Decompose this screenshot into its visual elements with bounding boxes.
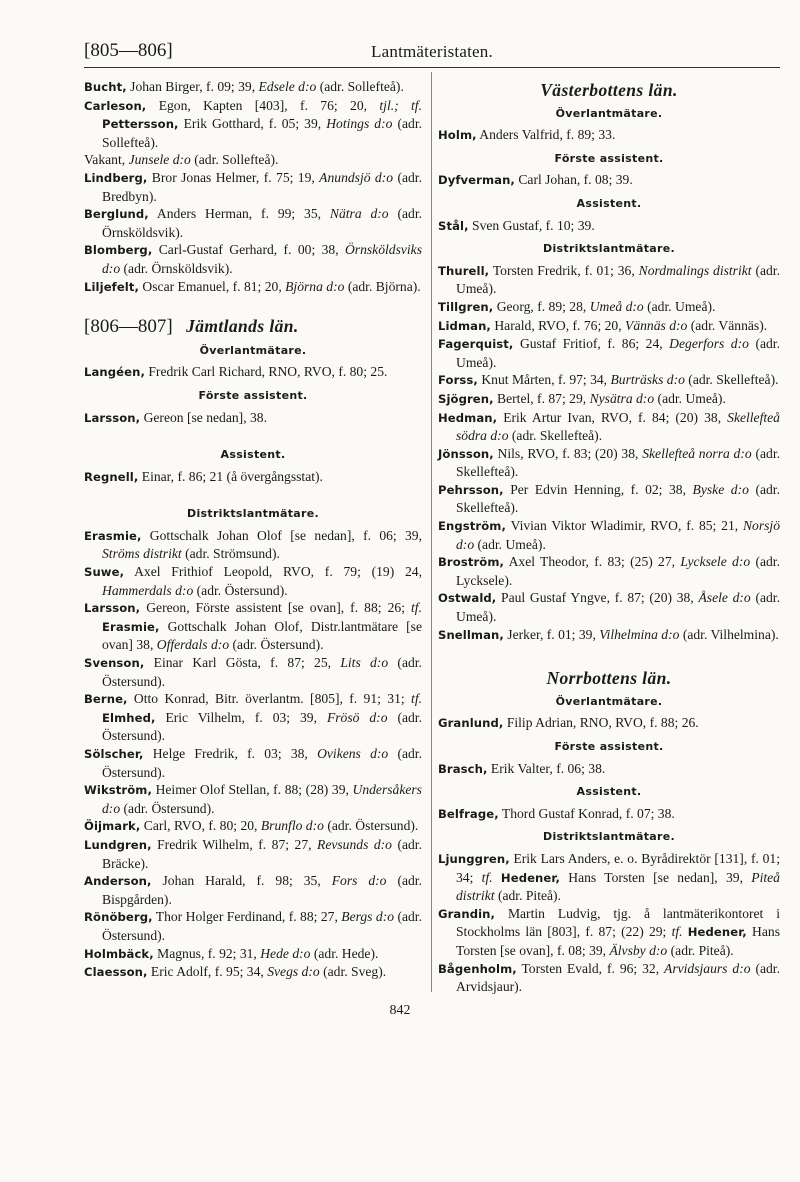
entry-name: Blomberg, (84, 243, 153, 258)
entry-address: (adr. Östersund). (102, 709, 422, 744)
norrbotten-overlantmatare-list (438, 714, 780, 733)
entry-text: Otto Konrad, Bitr. överlantm. [805], f. 91; 31; (133, 691, 405, 707)
directory-entry (84, 78, 422, 97)
entry-name: Pettersson, (102, 117, 179, 132)
entry-name: Engström, (438, 519, 506, 534)
directory-entry (84, 468, 422, 487)
norrbotten-assistent-label: Assistent. (576, 785, 642, 799)
entry-district: Fors d:o (331, 873, 387, 889)
vasterbotten-assistent-label: Assistent. (576, 196, 642, 210)
directory-entry (438, 317, 780, 336)
entry-name: Berglund, (84, 207, 149, 222)
directory-entry (84, 409, 422, 428)
entry-address: (adr. Bräcke). (102, 836, 422, 871)
norrbotten-forste-list (438, 760, 780, 779)
entry-district: Burträsks d:o (610, 372, 685, 388)
page-number: 842 (389, 1003, 411, 1018)
jamtland-distrikt-list (84, 527, 422, 982)
directory-entry (438, 371, 780, 390)
jamtland-assistent-label: Assistent. (220, 448, 286, 462)
entry-text: Bertel, f. 87; 29, (497, 390, 587, 406)
entry-name: Erasmie, (84, 528, 142, 543)
entry-name: Tillgren, (438, 299, 494, 314)
entry-text: Gottschalk Johan Olof, Distr.lantmätare [se ovan] 38, (102, 618, 422, 653)
entry-district: Örnsköldsviks d:o (102, 242, 422, 276)
entry-name: Carleson, (84, 98, 147, 113)
directory-entry (438, 517, 780, 553)
entry-name: Forss, (438, 373, 478, 388)
jamtland-title: Jämtlands län. (186, 316, 299, 337)
entry-name: Bucht, (84, 80, 127, 94)
directory-entry (84, 781, 422, 817)
directory-entry (438, 626, 780, 645)
directory-entry (438, 390, 780, 409)
entry-text: Anders Valfrid, f. 89; 33. (479, 127, 616, 143)
entry-address: (adr. Östersund). (327, 818, 419, 834)
entry-address: (adr. Björna). (347, 278, 421, 294)
entry-text: Sven Gustaf, f. 10; 39. (472, 217, 595, 233)
entry-text: Paul Gustaf Yngve, f. 87; (20) 38, (501, 590, 694, 606)
directory-entry (84, 945, 422, 964)
norrbotten-assistent-list (438, 805, 780, 824)
entry-name: Belfrage, (438, 806, 499, 821)
entry-name: Rönöberg, (84, 910, 153, 925)
entry-text: Bror Jonas Helmer, f. 75; 19, (151, 169, 315, 185)
entry-district: Skellefteå norra d:o (642, 445, 752, 461)
entry-district: Umeå d:o (589, 298, 644, 314)
entry-text: Carl-Gustaf Gerhard, f. 00; 38, (158, 242, 339, 258)
entry-text: Georg, f. 89; 28, (496, 298, 587, 314)
entry-text: Einar Karl Gösta, f. 87; 25, (153, 655, 332, 671)
header-rule (84, 67, 780, 68)
entry-text: Axel Frithiof Leopold, RVO, f. 79; (19) 24, (134, 564, 422, 580)
directory-entry (84, 205, 422, 241)
vasterbotten-distrikt-list (438, 262, 780, 644)
entry-text: Helge Fredrik, f. 03; 38, (152, 746, 308, 761)
entry-text: Thord Gustaf Konrad, f. 07; 38. (501, 805, 675, 821)
entry-district: Byske d:o (692, 481, 749, 497)
entry-address: (adr. Östersund). (123, 800, 215, 816)
entry-address: (adr. Skellefteå). (688, 372, 779, 388)
directory-entry (438, 553, 780, 589)
entry-name: Claesson, (84, 965, 148, 980)
entry-district: Älvsby d:o (609, 942, 668, 958)
entry-district: Anundsjö d:o (319, 169, 394, 185)
entry-text: Eric Adolf, f. 95; 34, (150, 964, 264, 980)
entry-district: tf. (411, 691, 422, 707)
entry-text: Einar, f. 86; 21 (å övergångsstat). (141, 468, 323, 484)
entry-address: (adr. Vännäs). (690, 317, 768, 333)
directory-entry (438, 262, 780, 298)
entry-name: Holm, (438, 128, 477, 143)
jamtland-overlantmatare-list (84, 363, 422, 382)
jamtland-forste-list (84, 409, 422, 428)
entry-address: (adr. Umeå). (456, 262, 780, 297)
entry-text: Fredrik Carl Richard, RNO, RVO, f. 80; 25. (148, 364, 388, 380)
entry-address: (adr. Skellefteå). (511, 428, 603, 444)
entry-text: Carl Johan, f. 08; 39. (518, 172, 633, 188)
entry-name: Hedman, (438, 410, 498, 425)
right-column (438, 78, 780, 996)
entry-name: Suwe, (84, 565, 125, 580)
entry-district: Degerfors d:o (669, 336, 749, 352)
left-column (84, 78, 422, 982)
entry-address: (adr. Sveg). (323, 964, 387, 980)
directory-entry (438, 217, 780, 236)
entry-name: Larsson, (84, 410, 141, 425)
entry-district: Lycksele d:o (680, 554, 751, 570)
page-header (84, 40, 780, 66)
directory-entry (438, 850, 780, 905)
entry-name: Granlund, (438, 716, 504, 731)
entry-name: Lundgren, (84, 837, 152, 852)
directory-entry (438, 335, 780, 371)
entry-text: Martin Ludvig, tjg. å lantmäterikontoret i Stockholms län [803], f. 87; (22) 29; (456, 905, 780, 940)
directory-entry (84, 241, 422, 277)
entry-name: Lidman, (438, 318, 491, 333)
entry-district: tf. (671, 924, 683, 940)
jamtland-forste-label: Förste assistent. (198, 388, 308, 402)
entry-text: Vakant, (84, 152, 126, 168)
entry-name: Svenson, (84, 656, 145, 671)
entry-name: Larsson, (84, 601, 141, 616)
vasterbotten-assistent-list (438, 217, 780, 236)
entry-text: Gustaf Fritiof, f. 86; 24, (519, 336, 663, 352)
entry-text: Erik Artur Ivan, RVO, f. 84; (20) 38, (503, 409, 722, 425)
vasterbotten-title: Västerbottens län. (540, 80, 678, 100)
directory-entry (84, 363, 422, 382)
entry-text: Carl, RVO, f. 80; 20, (143, 818, 258, 834)
entry-district: Junsele d:o (128, 152, 191, 168)
directory-entry (84, 151, 422, 169)
entry-address: (adr. Strömsund). (185, 546, 280, 562)
entry-address: (adr. Arvidsjaur). (456, 960, 780, 995)
entry-name: Pehrsson, (438, 482, 504, 497)
entry-text: Per Edvin Henning, f. 02; 38, (510, 481, 686, 497)
entry-name: Elmhed, (102, 710, 156, 725)
entry-name: Snellman, (438, 627, 504, 642)
vasterbotten-forste-list (438, 171, 780, 190)
entry-district: Brunflo d:o (260, 818, 324, 834)
column-divider (431, 72, 432, 992)
entry-name: Dyfverman, (438, 173, 515, 188)
entry-text: Erik Valter, f. 06; 38. (490, 760, 606, 776)
directory-entry (84, 817, 422, 836)
entry-district: Hotings d:o (326, 116, 393, 132)
entry-name: Liljefelt, (84, 279, 140, 294)
entry-district: Ovikens d:o (317, 746, 389, 761)
entry-district: Norsjö d:o (456, 518, 781, 552)
entry-district: Revsunds d:o (317, 836, 392, 852)
jamtland-distrikt-label: Distriktslantmätare. (187, 507, 319, 521)
entry-name: Brasch, (438, 761, 488, 776)
entry-address: (adr. Lycksele). (456, 554, 780, 588)
entry-address: (adr. Skellefteå). (456, 445, 781, 480)
entry-district: Offerdals d:o (156, 637, 230, 653)
entry-text: Gereon, Förste assistent [se ovan], f. 88; 26; (146, 600, 405, 616)
entry-text: Erik Lars Anders, e. o. Byrådirektör [131], f. 01; 34; (456, 850, 780, 885)
entry-name: Regnell, (84, 469, 139, 484)
entry-text: Erik Gotthard, f. 05; 39, (183, 116, 322, 132)
entry-text: Torsten Evald, f. 96; 32, (521, 960, 660, 976)
directory-entry (84, 278, 422, 297)
entry-name: Sölscher, (84, 747, 144, 761)
directory-entry (438, 714, 780, 733)
directory-entry (84, 836, 422, 872)
directory-entry (438, 905, 780, 960)
directory-entry (438, 589, 780, 625)
entry-text: Johan Harald, f. 98; 35, (162, 873, 321, 889)
entry-name: Ostwald, (438, 591, 497, 606)
entry-name: Lindberg, (84, 170, 148, 185)
entry-name: Grandin, (438, 906, 496, 921)
entry-text: Gereon [se nedan], 38. (143, 409, 267, 425)
directory-entry (438, 171, 780, 190)
directory-entry (84, 527, 422, 563)
entry-name: Berne, (84, 692, 128, 707)
entry-district: Piteå distrikt (456, 869, 780, 904)
entry-name: Anderson, (84, 874, 152, 889)
entry-text: Axel Theodor, f. 83; (25) 27, (508, 554, 676, 570)
norrbotten-title: Norrbottens län. (546, 668, 672, 689)
entry-district: Edsele d:o (258, 79, 317, 94)
norrbotten-distrikt-label: Distriktslantmätare. (543, 830, 675, 844)
entry-text: Oscar Emanuel, f. 81; 20, (142, 278, 282, 294)
entry-address: (adr. Örnsköldsvik). (102, 206, 423, 240)
jamtland-range: [806—807] (84, 316, 173, 338)
entry-name: Erasmie, (102, 619, 160, 634)
directory-entry (84, 690, 422, 745)
entry-text: Hans Torsten [se ovan], f. 08; 39, (456, 924, 780, 958)
entry-address: (adr. Vilhelmina). (682, 626, 779, 642)
entry-district: Hede d:o (260, 945, 311, 961)
entry-text: Egon, Kapten [403], f. 76; 20, (158, 97, 368, 113)
entry-address: (adr. Sollefteå). (319, 79, 404, 94)
entry-address: (adr. Bispgården). (102, 873, 422, 907)
entry-name: Wikström, (84, 783, 152, 798)
entry-district: Undersåkers d:o (102, 782, 422, 816)
entry-text: Nils, RVO, f. 83; (20) 38, (497, 445, 639, 461)
entry-name: Thurell, (438, 263, 490, 278)
entry-district: Lits d:o (340, 655, 389, 671)
directory-entry (84, 97, 422, 152)
entry-district: Nordmalings distrikt (638, 262, 752, 278)
entry-address: (adr. Östersund). (102, 746, 422, 780)
entry-address: (adr. Skellefteå). (456, 481, 780, 516)
entry-district: Svegs d:o (267, 964, 320, 980)
entry-name: Stål, (438, 218, 469, 233)
directory-entry (84, 654, 422, 690)
entry-name: Holmbäck, (84, 946, 154, 961)
entry-district: Nysätra d:o (589, 390, 655, 406)
directory-entry (438, 960, 780, 996)
entry-text: Filip Adrian, RNO, RVO, f. 88; 26. (506, 715, 699, 731)
entry-address: (adr. Östersund). (102, 909, 422, 943)
directory-entry (438, 298, 780, 317)
norrbotten-overlantmatare-label: Överlantmätare. (555, 694, 663, 708)
entry-address: (adr. Umeå). (456, 336, 780, 370)
directory-entry (438, 445, 780, 481)
entry-district: Hammerdals d:o (102, 582, 194, 598)
entry-address: (adr. Umeå). (657, 390, 726, 406)
entry-district: Vilhelmina d:o (599, 626, 680, 642)
entry-district: Åsele d:o (698, 590, 751, 606)
entry-district: Nätra d:o (329, 206, 389, 222)
entry-district: tf. (481, 869, 493, 885)
vasterbotten-distrikt-label: Distriktslantmätare. (543, 242, 675, 256)
norrbotten-forste-label: Förste assistent. (554, 740, 664, 753)
entry-text: Vivian Viktor Wladimir, RVO, f. 85; 21, (510, 518, 739, 534)
entry-name: Langéen, (84, 365, 145, 380)
entry-name: Hedener, (500, 870, 560, 885)
entry-district: Björna d:o (285, 278, 345, 294)
directory-entry (438, 481, 780, 517)
directory-entry (84, 599, 422, 654)
entry-address: (adr. Umeå). (456, 590, 780, 625)
entry-text: Johan Birger, f. 09; 39, (130, 79, 256, 94)
entry-name: Hedener, (687, 925, 747, 940)
entry-text: Gottschalk Johan Olof [se nedan], f. 06; 39, (149, 527, 422, 543)
entry-text: Eric Vilhelm, f. 03; 39, (165, 709, 318, 725)
page-range: [805—806] (84, 40, 173, 61)
entry-name: Sjögren, (438, 391, 494, 406)
jamtland-overlantmatare-label: Överlantmätare. (199, 343, 307, 357)
entry-district: Frösö d:o (326, 709, 388, 725)
entry-text: Harald, RVO, f. 76; 20, (494, 317, 622, 333)
entry-address: (adr. Piteå). (497, 888, 561, 904)
entry-text: Heimer Olof Stellan, f. 88; (28) 39, (155, 782, 349, 798)
entry-address: (adr. Örnsköldsvik). (123, 260, 233, 276)
jamtland-heading (84, 318, 422, 337)
entry-text: Anders Herman, f. 99; 35, (156, 206, 322, 222)
entry-name: Ljunggren, (438, 851, 510, 866)
norrbotten-distrikt-list (438, 850, 780, 996)
entry-name: Jönsson, (438, 446, 494, 461)
jamtland-assistent-list (84, 468, 422, 487)
entry-address: (adr. Sollefteå). (194, 152, 279, 168)
running-title: Lantmäteristaten. (371, 42, 493, 61)
vasterbotten-overlantmatare-label: Överlantmätare. (555, 106, 663, 120)
entry-address: (adr. Östersund). (102, 655, 422, 689)
entry-name: Bågenholm, (438, 961, 517, 976)
entry-district: tjl.; tf. (379, 97, 422, 113)
entry-text: Magnus, f. 92; 31, (157, 945, 257, 961)
entry-address: (adr. Umeå). (477, 536, 546, 552)
entry-district: tf. (411, 600, 422, 616)
entry-district: Ströms distrikt (102, 546, 182, 562)
directory-entry (438, 805, 780, 824)
directory-entry (84, 963, 422, 982)
directory-entry (84, 745, 422, 781)
entry-name: Broström, (438, 555, 505, 570)
entry-district: Vännäs d:o (625, 317, 688, 333)
entry-district: Bergs d:o (341, 909, 395, 925)
entry-name: Fagerquist, (438, 337, 514, 352)
entry-address: (adr. Sollefteå). (102, 116, 423, 150)
directory-entry (84, 563, 422, 599)
entry-text: Torsten Fredrik, f. 01; 36, (492, 262, 635, 278)
entry-text: Thor Holger Ferdinand, f. 88; 27, (155, 909, 338, 925)
section-805-list (84, 78, 422, 296)
entry-address: (adr. Piteå). (670, 942, 734, 958)
entry-address: (adr. Hede). (313, 945, 379, 961)
entry-address: (adr. Umeå). (647, 298, 716, 314)
entry-district: Skellefteå södra d:o (456, 409, 780, 444)
directory-entry (84, 908, 422, 944)
entry-district: Arvidsjaurs d:o (664, 960, 751, 976)
directory-entry (438, 126, 780, 145)
entry-text: Hans Torsten [se nedan], 39, (568, 869, 743, 885)
entry-text: Knut Mårten, f. 97; 34, (481, 372, 608, 388)
entry-text: Fredrik Wilhelm, f. 87; 27, (157, 836, 312, 852)
directory-entry (84, 872, 422, 908)
directory-entry (438, 409, 780, 445)
entry-address: (adr. Bredbyn). (102, 169, 422, 204)
entry-name: Öijmark, (84, 819, 141, 834)
entry-address: (adr. Östersund). (196, 582, 288, 598)
vasterbotten-overlantmatare-list (438, 126, 780, 145)
entry-address: (adr. Östersund). (232, 637, 324, 653)
directory-entry (438, 760, 780, 779)
vasterbotten-forste-label: Förste assistent. (554, 151, 664, 165)
directory-entry (84, 169, 422, 205)
entry-text: Jerker, f. 01; 39, (507, 626, 596, 642)
